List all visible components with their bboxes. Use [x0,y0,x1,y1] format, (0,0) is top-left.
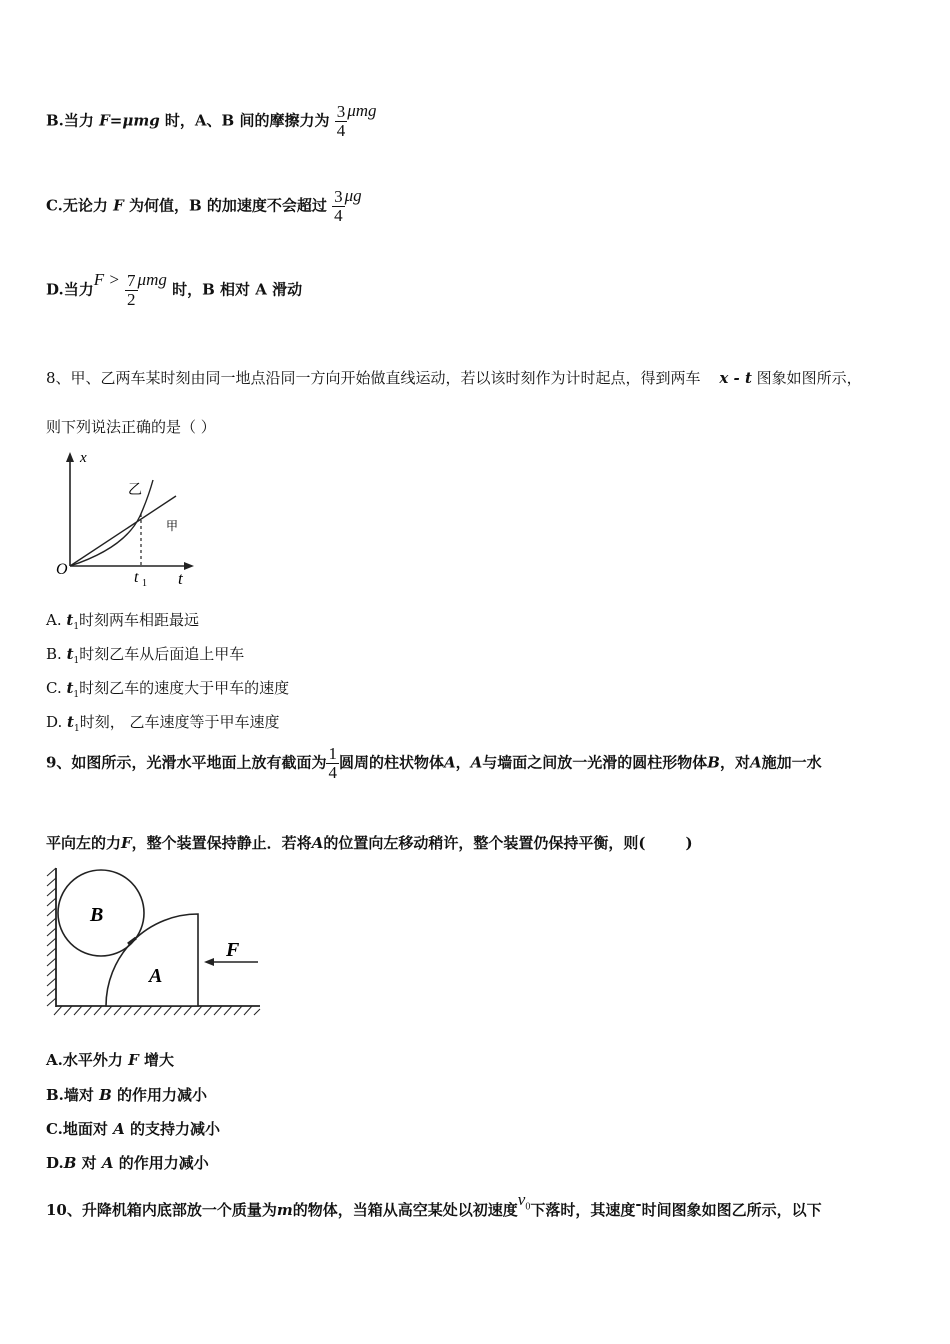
curve-yi-label: 乙 [128,483,142,498]
label-b: B [90,904,104,926]
ground-hatching [54,1006,260,1015]
t1-subscript: 1 [142,578,147,589]
q10-stem: 10、升降机箱内底部放一个质量为m的物体，当箱从高空某处以初速度$v_0$下落时，其速度-时间图象如图乙所示，以下 [46,1190,822,1219]
origin-label: O [56,561,68,578]
q7c-tail: μg [344,185,362,205]
q7d-prefix: D.当力 [46,280,94,299]
q8-stem1-text: 8、甲、乙两车某时刻由同一地点沿同一方向开始做直线运动，若以该时刻作为计时起点，得到两车 [46,369,701,387]
q7c-fraction: $\frac{3}{4}$ [334,187,343,225]
q9-option-b[interactable]: B.墙对 B 的作用力减小 [46,1086,208,1104]
q7c-prefix: C.无论力 [46,196,114,215]
label-f: F [226,939,240,961]
q7-option-b[interactable] [46,100,377,140]
q8-option-b[interactable]: B. $t_1$时刻乙车从后面追上甲车 [46,645,245,666]
q7-option-c[interactable] [46,185,362,225]
q7b-force: F=μmg [99,111,160,130]
q7d-suffix: 时，B 相对 A 滑动 [166,280,303,299]
q10-v0: $v_0$ [517,1190,531,1213]
t1-label: t [134,569,139,586]
q8-stem-line1 [46,367,862,388]
q7b-mid: 时，A、B 间的摩擦力为 [159,111,330,130]
q9-option-a[interactable]: A.水平外力 F 增大 [46,1051,174,1069]
y-axis-arrow-icon [66,452,74,462]
q9-fraction: $\frac{1}{4}$ [328,744,337,782]
q7c-mid: 为何值，B 的加速度不会超过 [123,196,327,215]
q9-stem-line2: 平向左的力F，整个装置保持静止．若将A的位置向左移动稍许，整个装置仍保持平衡，则( ) [46,834,693,852]
line-jia-label: 甲 [166,519,179,533]
label-a: A [149,965,163,987]
x-axis-arrow-icon [184,562,194,570]
q9-figure [44,864,266,1020]
q8-xt-graph [50,448,200,590]
q7c-force: F [113,196,124,215]
q9-option-d[interactable]: D.B 对 A 的作用力减小 [46,1154,209,1172]
q8-stem-line2: 则下列说法正确的是（ ） [46,418,216,436]
q7b-tail: μmg [347,100,377,120]
q8-option-d[interactable]: D. $t_1$时刻， 乙车速度等于甲车速度 [46,713,280,734]
q9-option-c[interactable]: C.地面对 A 的支持力减小 [46,1120,220,1138]
line-jia [70,496,179,566]
q7b-prefix: B.当力 [46,111,100,130]
wall-hatching [47,868,56,1006]
y-axis-label: x [80,450,87,466]
q7d-lhs: F > [93,269,120,289]
q7-option-d[interactable] [46,269,303,309]
q8-stem1-end: 图象如图所示， [756,369,862,387]
q7d-fraction: $\frac{7}{2}$ [127,271,136,309]
force-arrow-head-icon [204,958,214,966]
q8-option-c[interactable]: C. $t_1$时刻乙车的速度大于甲车的速度 [46,679,290,700]
object-a-quarter-cylinder [106,914,198,1006]
q7b-fraction: $\frac{3}{4}$ [336,102,346,140]
q8-xt-variable: x - t [719,369,752,387]
x-axis-label: t [178,569,183,588]
q7d-tail: μmg [137,269,167,289]
q8-option-a[interactable]: A. $t_1$时刻两车相距最远 [46,611,200,632]
q9-stem-line1: 9、如图所示，光滑水平地面上放有截面为 $\frac{1}{4}$ 圆周的柱状物体A，A与墙面之间放一光滑的圆柱形物体B，对A施加一水 [46,744,822,782]
